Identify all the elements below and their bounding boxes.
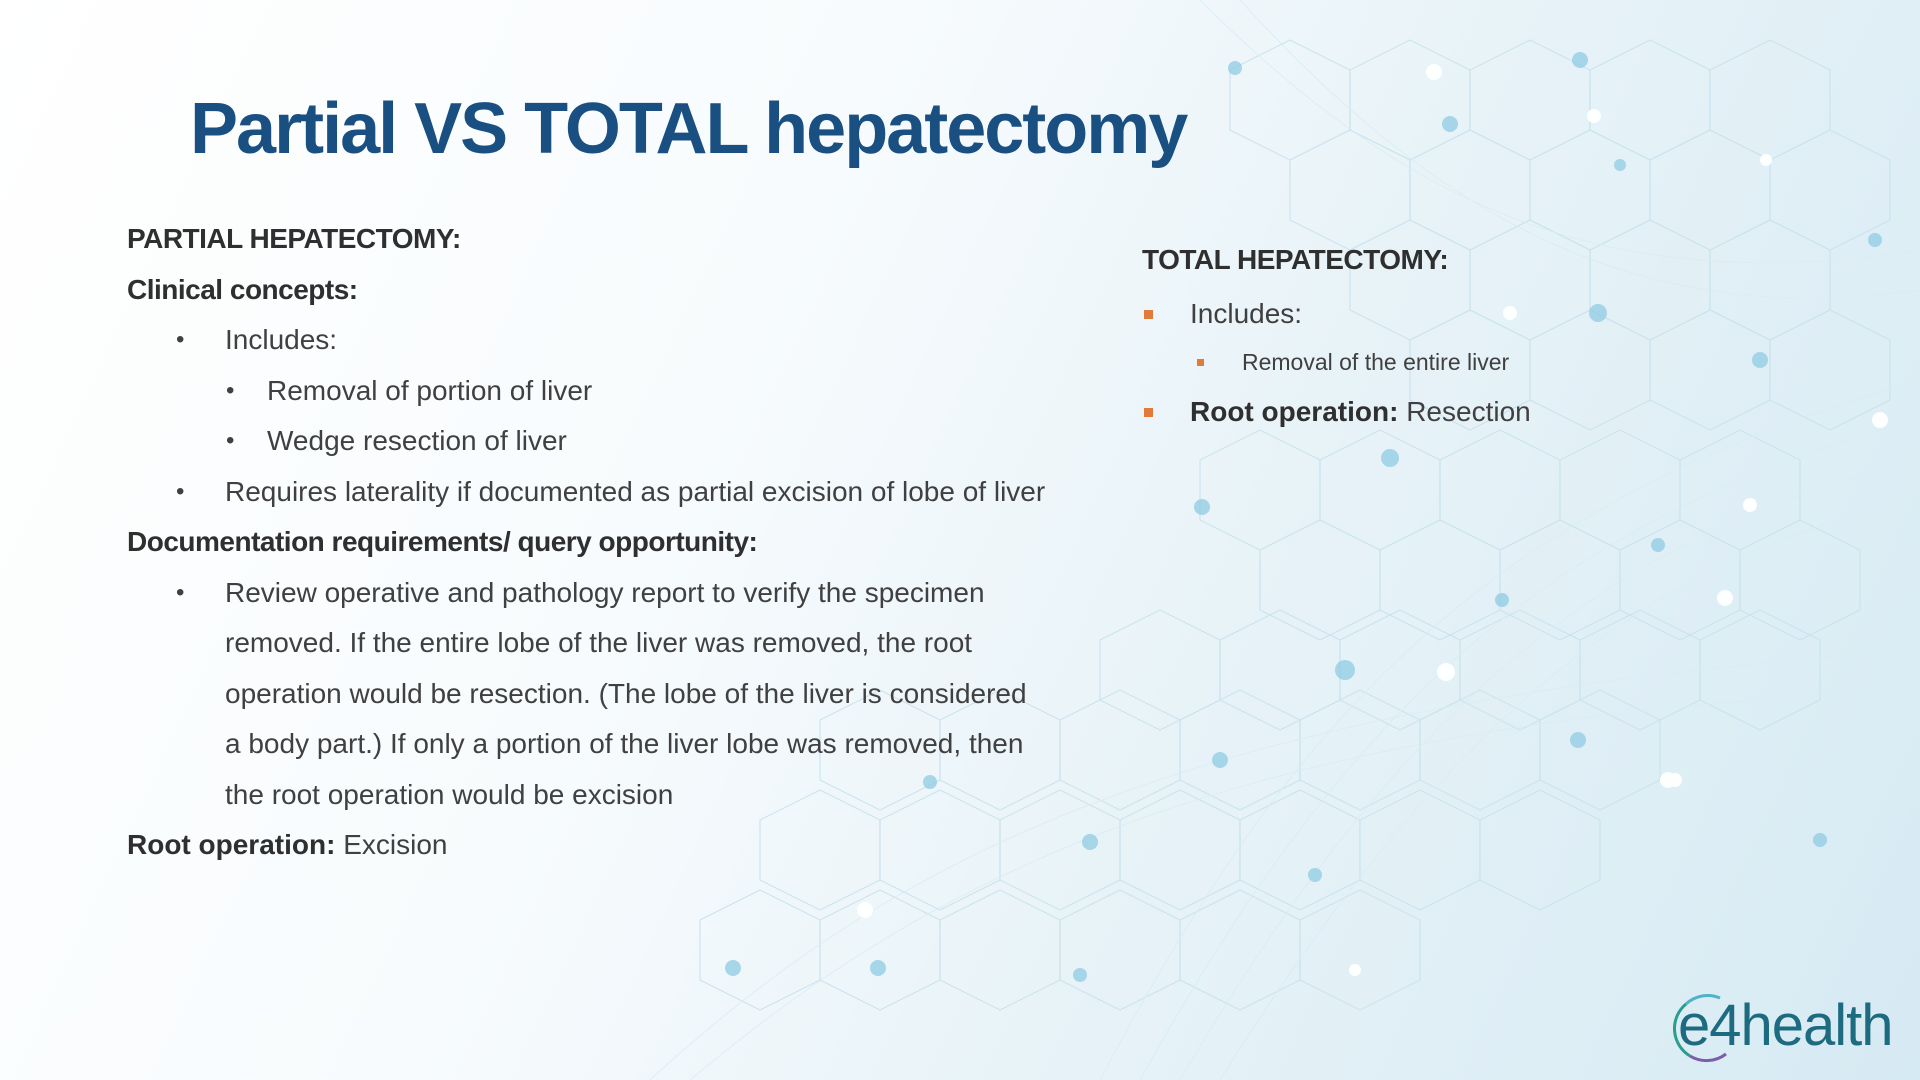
laterality-bullet: • Requires laterality if documented as partial excision of lobe of liver [127,467,1087,518]
root-operation-label: Root operation: [127,829,336,860]
total-includes-bullet: Includes: [1142,292,1842,336]
documentation-heading: Documentation requirements/ query opportunity: [127,526,758,557]
partial-hepatectomy-section [127,214,1087,871]
total-heading: TOTAL HEPATECTOMY: [1142,244,1449,275]
documentation-bullet: • Review operative and pathology report to verify the specimen [127,568,1087,619]
total-includes-item: Removal of the entire liver [1142,342,1842,382]
root-operation-value: Excision [343,829,448,860]
includes-item: • Removal of portion of liver [127,366,1087,417]
documentation-line: a body part.) If only a portion of the liver lobe was removed, then [225,728,1024,759]
root-operation-label: Root operation: [1190,396,1399,427]
includes-bullet: • Includes: [127,315,1087,366]
slide-title: Partial VS TOTAL hepatectomy [190,89,1187,169]
includes-item: • Wedge resection of liver [127,416,1087,467]
partial-heading: PARTIAL HEPATECTOMY: [127,223,461,254]
clinical-concepts-heading: Clinical concepts: [127,273,358,305]
e4health-logo [1668,990,1900,1064]
documentation-line: operation would be resection. (The lobe of the liver is considered [225,677,1027,709]
documentation-line: removed. If the entire lobe of the liver was removed, the root [225,627,973,658]
partial-root-operation [127,820,1087,871]
total-root-operation [1142,390,1842,434]
documentation-line: the root operation would be excision [225,778,674,810]
root-operation-value: Resection [1406,396,1531,427]
logo-text: e4health [1678,993,1893,1058]
total-hepatectomy-section [1142,240,1842,440]
